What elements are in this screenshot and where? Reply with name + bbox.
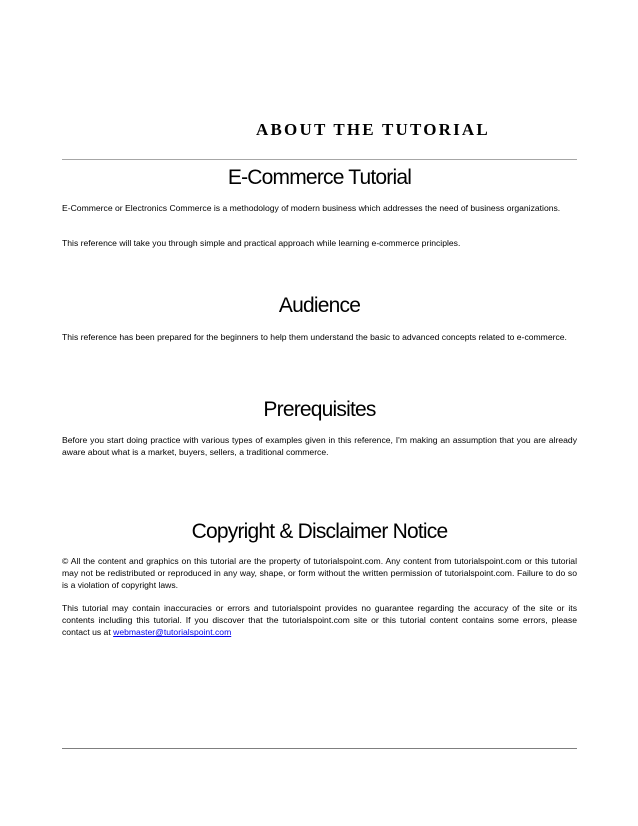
paragraph-disclaimer xyxy=(62,602,577,639)
section-heading-audience: Audience xyxy=(278,294,361,317)
page-title: ABOUT THE TUTORIAL xyxy=(256,120,490,139)
paragraph-copyright: © All the content and graphics on this tutorial are the property of tutorialspoint.com. Any content from tutorialspoint.com or this tutorial may not be redistributed or reproduced in any way, shape, or form without the written permission of tutorialspoint.com. Failure to do so is a violation of copyright laws. xyxy=(62,556,577,591)
header-divider xyxy=(62,159,577,160)
paragraph-prerequisites: Before you start doing practice with various types of examples given in this reference, I'm making an assumption that you are already aware about what is a market, buyers, sellers, a traditional commerce. xyxy=(62,435,577,458)
contact-email-link[interactable]: webmaster@tutorialspoint.com xyxy=(113,627,232,638)
section-heading-ecommerce-tutorial: E-Commerce Tutorial xyxy=(227,166,412,189)
page-header xyxy=(0,116,638,146)
paragraph-audience: This reference has been prepared for the beginners to help them understand the basic to advanced concepts related to e-commerce. xyxy=(62,332,567,342)
footer-divider xyxy=(62,748,577,749)
paragraph-ecommerce-intro: E-Commerce or Electronics Commerce is a methodology of modern business which addresses the need of business organizations. xyxy=(62,203,561,213)
section-heading-copyright: Copyright & Disclaimer Notice xyxy=(191,520,448,543)
paragraph-ecommerce-reference: This reference will take you through simple and practical approach while learning e-commerce principles. xyxy=(62,238,461,248)
disclaimer-text: This tutorial may contain inaccuracies or errors and tutorialspoint provides no guarantee regarding the accuracy of the site or its contents including this tutorial. If you discover that the tutorialspoint.com site or this tutorial content contains some errors, please contact us at xyxy=(62,603,577,638)
section-heading-prerequisites: Prerequisites xyxy=(263,398,376,421)
